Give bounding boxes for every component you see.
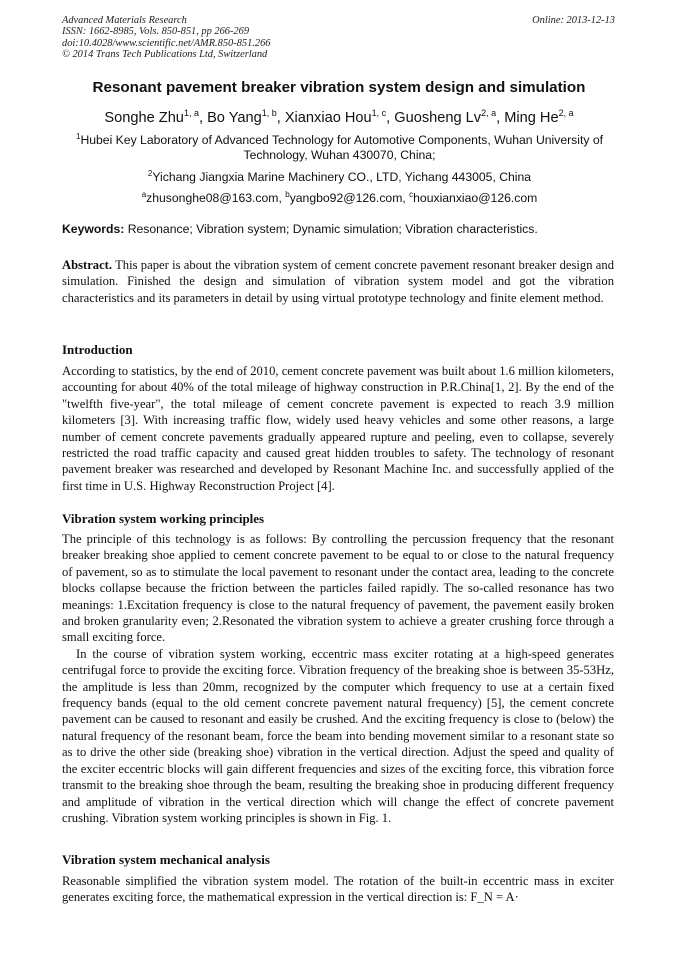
journal-header: [62, 15, 270, 61]
author-name: Bo Yang: [207, 109, 262, 126]
abstract-label: Abstract.: [62, 258, 113, 272]
email-sup: b: [285, 190, 290, 199]
email-address[interactable]: zhusonghe08@163.com: [146, 191, 279, 206]
mechanical-analysis-body: [62, 873, 614, 906]
copyright-line: © 2014 Trans Tech Publications Ltd, Switzerland: [62, 49, 268, 61]
keywords-label: Keywords:: [62, 222, 125, 236]
section-heading-mechanical-analysis: Vibration system mechanical analysis: [62, 852, 270, 867]
author-sup: 1, c: [371, 108, 387, 118]
abstract-text: This paper is about the vibration system of cement concrete pavement resonant breaker design and simulation. Finished the design and simulation of vibration system model and got the vibration characteristics and its parameters in detail by using virtual prototype technology and finite element method.: [62, 258, 614, 305]
abstract: [62, 257, 614, 306]
email-sup: a: [141, 190, 147, 199]
affiliation-2: [62, 166, 617, 185]
author-list: Songhe Zhu$^{1, a}$, Bo Yang$^{1, b}$, Xianxiao Hou$^{1, c}$, Guosheng Lv$^{2, a}$, Ming He$^{2, a}$: [104, 108, 574, 126]
keywords: [62, 221, 617, 237]
introduction-body: [62, 363, 614, 494]
paper-title: Resonant pavement breaker vibration system design and simulation: [92, 79, 586, 96]
author-sup: 1, a: [183, 108, 199, 118]
journal-name: Advanced Materials Research: [62, 15, 187, 26]
paragraph: According to statistics, by the end of 2010, cement concrete pavement was built about 1.6 million kilometers, accounting for about 40% of the total mileage of highway construction in P.R.China[1, 2]. By the end of the "twelfth five-year", the total mileage of cement concrete pavement is expected to reach 3.9 million kilometers [3]. With increasing traffic flow, widely used heavy vehicles and some other reasons, a large number of cement concrete pavements gradually appeared rupture and peeling, even to collapse, severely restricted the road traffic capacity and caused great hidden troubles to safety. The technology of resonant pavement breaker was researched and developed by Resonant Machine Inc. and successfully applied of the first time in U.S. Highway Reconstruction Project [4].: [62, 364, 614, 493]
author-name: Songhe Zhu: [104, 109, 184, 126]
affiliation-text: Yichang Jiangxia Marine Machinery CO., LTD, Yichang 443005, China: [152, 170, 532, 185]
author-name: Xianxiao Hou: [284, 109, 372, 126]
issn-line: ISSN: 1662-8985, Vols. 850-851, pp 266-269: [62, 26, 250, 38]
author-name: Guosheng Lv: [394, 109, 482, 126]
keywords-text: Resonance; Vibration system; Dynamic simulation; Vibration characteristics.: [127, 222, 538, 236]
affiliation-sup: 2: [147, 169, 153, 178]
author-name: Ming He: [504, 109, 559, 126]
affiliation-sup: 1: [75, 132, 81, 141]
doi-line: doi:10.4028/www.scientific.net/AMR.850-851.266: [62, 37, 271, 49]
author-sup: 2, a: [481, 108, 497, 118]
email-address[interactable]: houxianxiao@126.com: [413, 191, 538, 206]
author-sup: 1, b: [261, 108, 277, 118]
author-sup: 2, a: [558, 108, 574, 118]
email-list: $^a$zhusonghe08@163.com, $^b$yangbo92@126.com, $^c$houxianxiao@126.com: [141, 190, 538, 206]
online-date: Online: 2013-12-13: [532, 15, 615, 26]
email-sup: c: [409, 190, 414, 199]
email-address[interactable]: yangbo92@126.com: [289, 191, 403, 206]
working-principles-body: [62, 531, 614, 826]
paragraph: Reasonable simplified the vibration system model. The rotation of the built-in eccentric mass in exciter generates exciting force, the mathematical expression in the vertical direction is: F_N = A·: [62, 874, 614, 905]
paragraph: The principle of this technology is as follows: By controlling the percussion frequency that the resonant breaker breaking shoe applied to cement concrete pavement to be equal to or close to the natural frequency of pavement, so as to stimulate the local pavement to resonant under the contact area, leading to the concrete blocks collapse because the friction between the particles failed rapidly. The so-called resonance has two meanings: 1.Excitation frequency is close to the natural frequency of pavement, the pavement easily broken and broken granularity even; 2.Resonated the vibration system to achieve a greater crushing force through a small exciting force.: [62, 532, 614, 645]
affiliation-text: Hubei Key Laboratory of Advanced Technology for Automotive Components, Wuhan University of Technology, Wuhan 430070, China;: [80, 133, 603, 163]
affiliation-1: [62, 129, 617, 164]
paragraph: In the course of vibration system working, eccentric mass exciter rotating at a high-speed generates centrifugal force to provide the exciting force. Vibration frequency of the breaking shoe is between 35-53Hz, the amplitude is less than 20mm, recognized by the computer which frequency to use at a certain fixed frequency bands (equal to the old cement concrete pavement natural frequency) [5], the cement concrete pavement can be caused to resonant and easily be crushed. And the exciting frequency is close to (below) the natural frequency of the resonant beam, force the beam into bending movement similar to a resonant state so as to drive the other side (breaking shoe) vibration in the vertical direction. Adjust the speed and quality of the exciter eccentric blocks will gain different frequencies and sizes of the exciting force, this vibration force transmit to the breaking shoe through the beam, resulting the breaking shoe in producing different frequency and amplitude of vibration in the vertical direction which will change the effect of concrete pavement crushing. Vibration system working principles is shown in Fig. 1.: [62, 646, 614, 825]
section-heading-introduction: Introduction: [62, 342, 133, 357]
section-heading-working-principles: Vibration system working principles: [62, 511, 265, 526]
